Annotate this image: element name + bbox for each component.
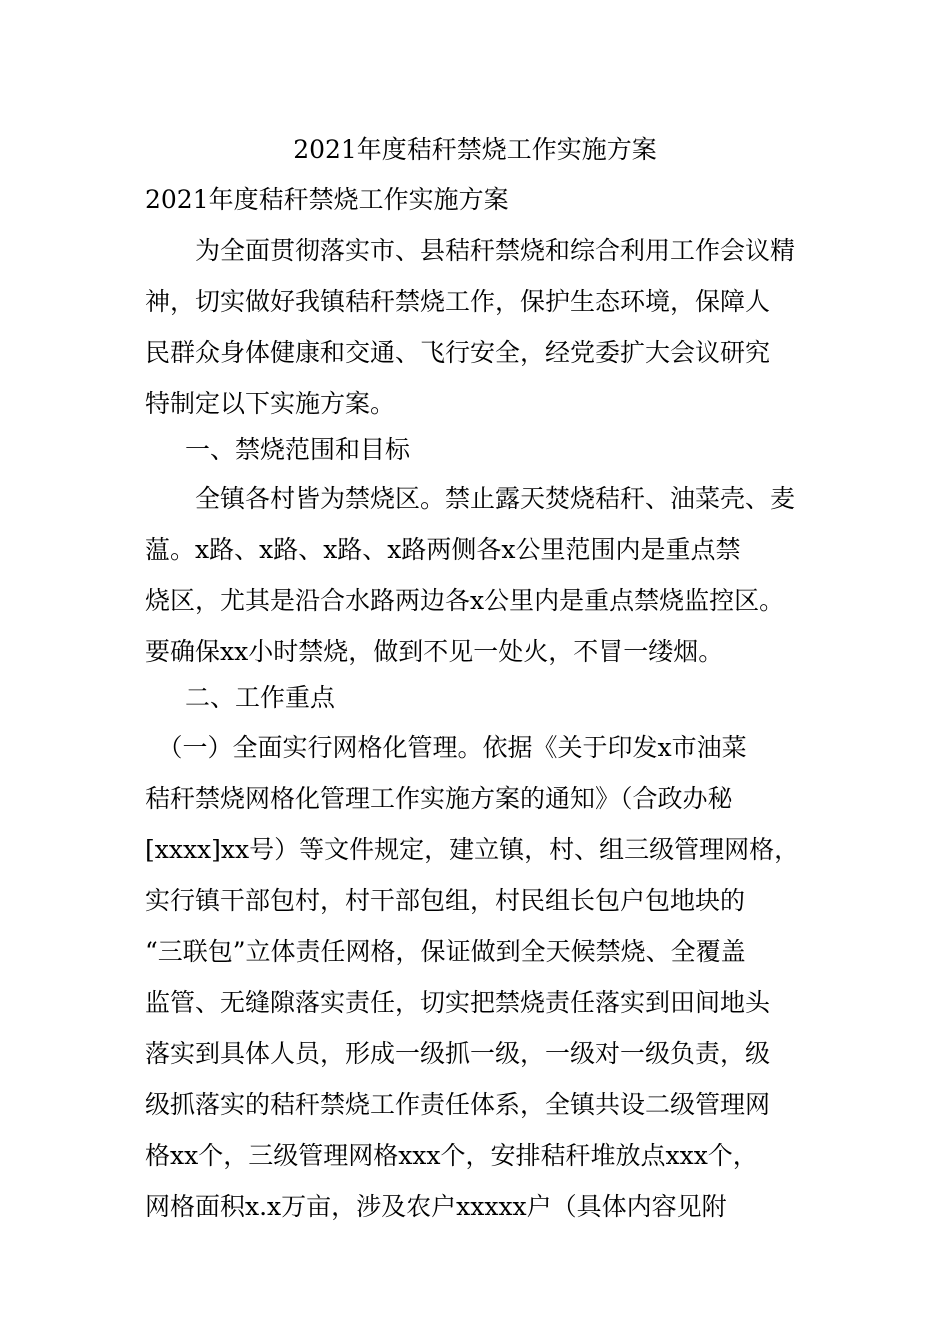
- intro-paragraph: [145, 225, 815, 429]
- section2-heading: 二、工作重点: [185, 683, 336, 712]
- intro-line: 为全面贯彻落实市、县秸秆禁烧和综合利用工作会议精: [145, 236, 796, 265]
- section2-line: 格xx个，三级管理网格xxx个，安排秸秆堆放点xxx个，: [145, 1141, 758, 1170]
- document-title: 2021年度秸秆禁烧工作实施方案: [293, 135, 657, 164]
- section2-line: 级抓落实的秸秆禁烧工作责任体系，全镇共设二级管理网: [145, 1090, 771, 1119]
- intro-line: 民群众身体健康和交通、飞行安全，经党委扩大会议研究: [145, 338, 771, 367]
- section2-line: “三联包”立体责任网格，保证做到全天候禁烧、全覆盖: [145, 937, 746, 966]
- section1-line: 烧区，尤其是沿合水路两边各x公里内是重点禁烧监控区。: [145, 586, 785, 615]
- section1-heading: 一、禁烧范围和目标: [185, 435, 411, 464]
- section2-line: 落实到具体人员，形成一级抓一级，一级对一级负责，级: [145, 1039, 771, 1068]
- section2-line: 监管、无缝隙落实责任，切实把禁烧责任落实到田间地头: [145, 988, 771, 1017]
- section1-line: 要确保xx小时禁烧，做到不见一处火，不冒一缕烟。: [145, 637, 724, 666]
- section1-line: 全镇各村皆为禁烧区。禁止露天焚烧秸秆、油菜壳、麦: [145, 484, 796, 513]
- section2-line: 网格面积x.x万亩，涉及农户xxxxx户（具体内容见附: [145, 1192, 727, 1221]
- document-subtitle: 2021年度秸秆禁烧工作实施方案: [145, 185, 509, 214]
- intro-line: 神，切实做好我镇秸秆禁烧工作，保护生态环境，保障人: [145, 287, 771, 316]
- section1-paragraph: [145, 473, 815, 677]
- intro-line: 特制定以下实施方案。: [145, 389, 396, 418]
- section2-line: （一）全面实行网格化管理。依据《关于印发x市油菜: [145, 733, 747, 762]
- section1-line: 蕰。x路、x路、x路、x路两侧各x公里范围内是重点禁: [145, 535, 741, 564]
- section2-line: 实行镇干部包村，村干部包组，村民组长包户包地块的: [145, 886, 746, 915]
- section2-line: [xxxx]xx号）等文件规定，建立镇，村、组三级管理网格，: [145, 835, 800, 864]
- section2-paragraph: [145, 722, 815, 1232]
- section2-line: 秸秆禁烧网格化管理工作实施方案的通知》（合政办秘: [145, 784, 733, 813]
